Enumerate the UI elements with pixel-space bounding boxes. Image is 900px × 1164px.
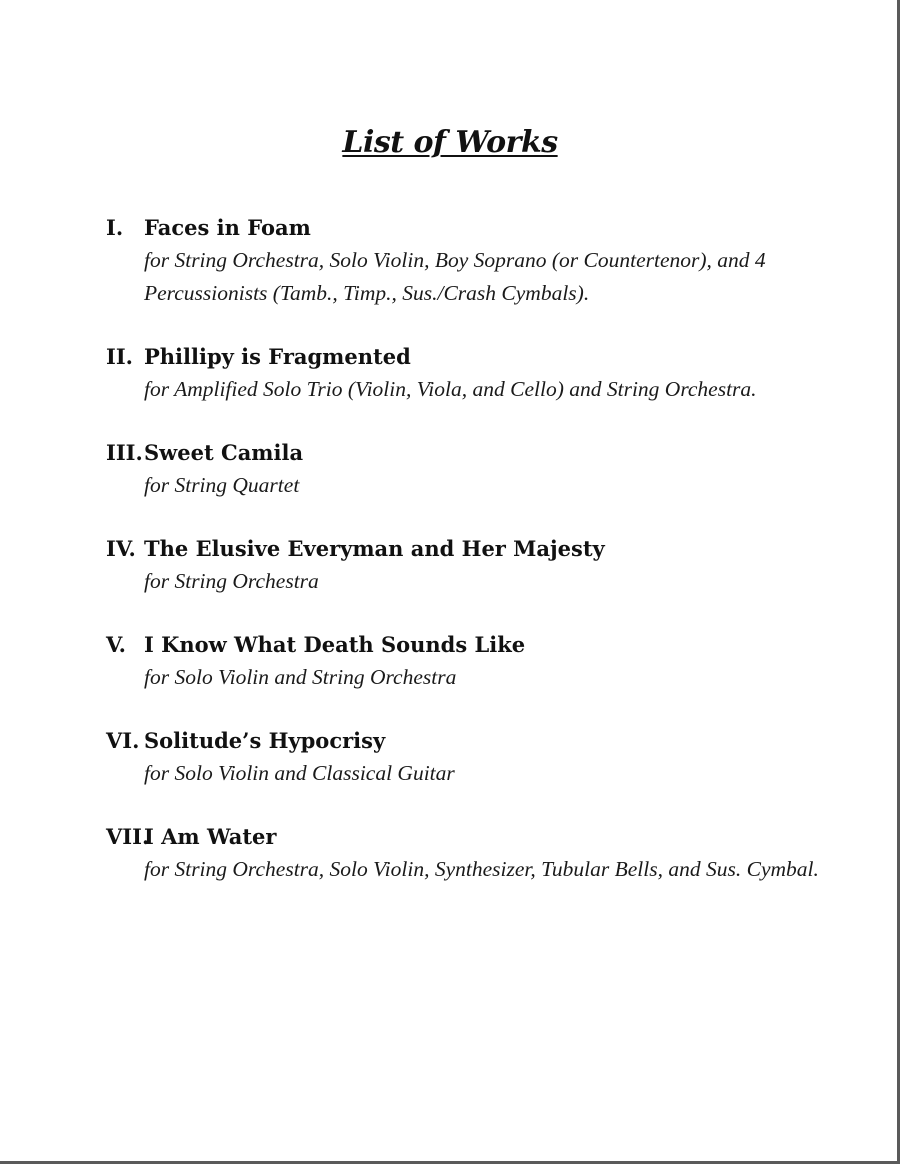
work-instrumentation: for String Quartet xyxy=(144,473,300,497)
work-instrumentation: for Amplified Solo Trio (Violin, Viola, and Cello) and String Orchestra. xyxy=(144,377,757,401)
work-item xyxy=(106,211,826,310)
work-numeral: VII. xyxy=(106,824,150,849)
works-list xyxy=(106,211,826,886)
work-item xyxy=(106,820,826,886)
work-title: Sweet Camila xyxy=(144,440,304,465)
page-title: List of Works xyxy=(342,125,558,161)
work-item xyxy=(106,628,826,694)
work-numeral: II. xyxy=(106,344,133,369)
work-item xyxy=(106,436,826,502)
work-instrumentation: for String Orchestra xyxy=(144,569,319,593)
work-item xyxy=(106,340,826,406)
work-numeral: V. xyxy=(106,632,126,657)
work-title: I Know What Death Sounds Like xyxy=(144,632,526,657)
work-numeral: III. xyxy=(106,440,143,465)
work-instrumentation: for String Orchestra, Solo Violin, Boy Soprano (or Countertenor), and 4 Percussionists (Tamb., Timp., Sus./Crash Cymbals). xyxy=(144,248,766,305)
work-title: Faces in Foam xyxy=(144,215,311,240)
work-title: The Elusive Everyman and Her Majesty xyxy=(144,536,605,561)
work-numeral: IV. xyxy=(106,536,136,561)
work-instrumentation: for Solo Violin and String Orchestra xyxy=(144,665,457,689)
work-title: I Am Water xyxy=(144,824,277,849)
work-numeral: VI. xyxy=(106,728,140,753)
work-instrumentation: for String Orchestra, Solo Violin, Synthesizer, Tubular Bells, and Sus. Cymbal. xyxy=(144,857,819,881)
work-instrumentation: for Solo Violin and Classical Guitar xyxy=(144,761,455,785)
work-title: Phillipy is Fragmented xyxy=(144,344,411,369)
work-title: Solitude’s Hypocrisy xyxy=(144,728,386,753)
work-item xyxy=(106,724,826,790)
work-numeral: I. xyxy=(106,215,124,240)
work-item xyxy=(106,532,826,598)
